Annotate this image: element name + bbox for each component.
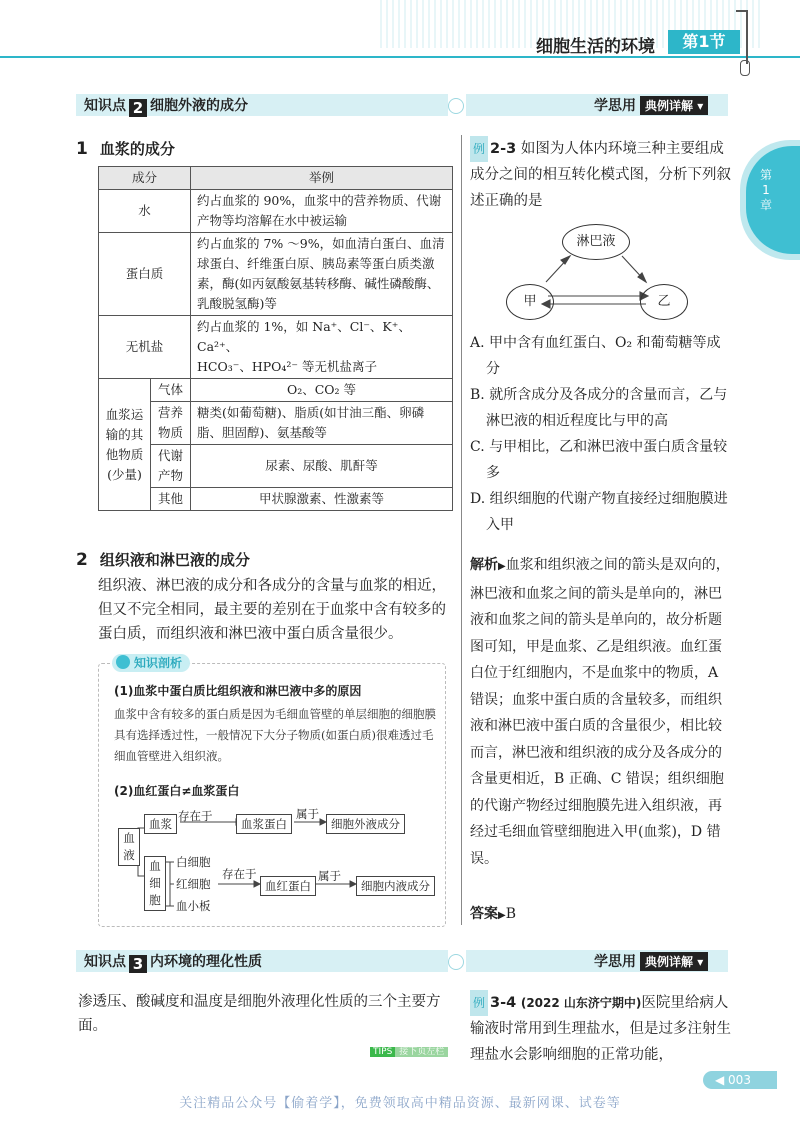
table-cell: 约占血浆的 7% ～9%，如血清白蛋白、血清球蛋白、纤维蛋白原、胰岛素等蛋白质类激素，酶(如丙氨酸氨基转移酶、碱性磷酸酶、乳酸脱氢酶)等	[191, 233, 453, 316]
table-row	[99, 379, 453, 402]
table-cell: 其他	[151, 488, 191, 511]
table-cell: 尿素、尿酸、肌酐等	[191, 445, 453, 488]
kp3-heading	[84, 951, 262, 973]
kp2-right-badge: 典例详解 ▾	[640, 96, 708, 115]
belong-to-label-1: 属于	[296, 807, 319, 821]
analysis-label: 解析	[470, 557, 498, 573]
kp2-right-heading	[594, 95, 708, 115]
plasma-node: 血浆	[144, 814, 177, 834]
blood-node: 血液	[118, 828, 140, 866]
section-badge: 第1节	[668, 30, 740, 54]
answer-label: 答案	[470, 906, 498, 922]
kp3-number: 3	[129, 955, 147, 973]
knowledge-analysis-tag: 知识剖析	[112, 654, 190, 672]
table-cell: 营养物质	[151, 402, 191, 445]
box-text-1: 血浆中含有较多的蛋白质是因为毛细血管壁的单层细胞的细胞膜具有选择透过性，一般情况下大分子物质(如蛋白质)很难透过毛细血管壁进入组织液。	[114, 707, 436, 763]
kp2-number: 2	[129, 99, 147, 117]
example-tag: 例	[470, 136, 488, 162]
table-cell: 血浆运输的其他物质(少量)	[99, 379, 151, 511]
options-list	[470, 330, 732, 538]
section-1-number: 1	[76, 139, 88, 159]
table-cell: 糖类(如葡萄糖)、脂质(如甘油三酯、卵磷脂、胆固醇)、氨基酸等	[191, 402, 453, 445]
example-id: 2-3	[490, 141, 517, 157]
answer-text: B	[505, 906, 516, 922]
yi-node-ellipse: 乙	[640, 284, 688, 320]
ecf-component-node: 细胞外液成分	[326, 814, 405, 834]
example-3-4-stem: 例 3-4 (2022 山东济宁期中)医院里给病人输液时常用到生理盐水，但是过多注射生理盐水会影响细胞的正常功能，	[470, 990, 732, 1068]
table-cell: 约占血浆的 1%，如 Na⁺、Cl⁻、K⁺、Ca²⁺、 HCO₃⁻、HPO₄²⁻ 等无机盐离子	[191, 316, 453, 379]
chapter-title: 细胞生活的环境	[536, 37, 655, 57]
plasma-protein-node: 血浆蛋白	[236, 814, 292, 834]
section-1-title: 血浆的成分	[99, 140, 175, 158]
page-number: ◀ 003	[703, 1071, 777, 1089]
hemoglobin-node: 血红蛋白	[260, 876, 316, 896]
kp3-label: 知识点	[84, 954, 126, 970]
section-2-number: 2	[76, 550, 88, 570]
analysis-block	[470, 552, 732, 872]
rbc-label: 红细胞	[176, 877, 211, 891]
play-arrow-icon: ▶	[498, 561, 506, 572]
kp2-label: 知识点	[84, 98, 126, 114]
table-row	[99, 233, 453, 316]
table-row	[99, 445, 453, 488]
kp3-body: 渗透压、酸碱度和温度是细胞外液理化性质的三个主要方面。	[78, 994, 441, 1034]
kp2-title: 细胞外液的成分	[150, 98, 248, 114]
tips-badge: TIPS 接下页左栏	[370, 1044, 448, 1057]
play-arrow-icon: ▶	[498, 910, 506, 921]
header-rule	[0, 56, 800, 58]
blood-cells-node: 血细胞	[144, 856, 166, 911]
answer-block	[470, 901, 516, 930]
option-c: C. 与甲相比，乙和淋巴液中蛋白质含量较多	[470, 439, 728, 481]
kp3-right-heading	[594, 951, 708, 971]
table-row	[99, 402, 453, 445]
table-cell: O₂、CO₂ 等	[191, 379, 453, 402]
section-2-body: 组织液、淋巴液的成分和各成分的含量与血浆的相近，但又不完全相同，最主要的差别在于血浆中含有较多的蛋白质，而组织液和淋巴液中蛋白质含量很少。	[98, 578, 446, 642]
hook-icon	[736, 10, 748, 64]
table-header: 成分	[99, 167, 191, 190]
kp2-diamond-icon	[448, 98, 464, 114]
example-source: (2022 山东济宁期中)	[520, 996, 642, 1010]
belong-to-label-2: 属于	[318, 869, 341, 883]
analysis-text: 血浆和组织液之间的箭头是双向的，淋巴液和血浆之间的箭头是单向的，淋巴液和血浆之间的箭头是单向的，故分析题图可知，甲是血浆、乙是组织液。血红蛋白位于红细胞内，不是血浆中的物质，A 错误；血浆中蛋白质的含量较多，而组织液和淋巴液中蛋白质的含量很少，相比较而言，淋巴液和组织液的成分及各成分的含量更相近，B 正确、C 错误；组织细胞的代谢产物经过细胞膜先进入组织液，再经过毛细血管壁细胞进入甲(血浆)，D 错误。	[470, 557, 730, 867]
option-d: D. 组织细胞的代谢产物直接经过细胞膜进入甲	[470, 491, 728, 533]
table-cell: 水	[99, 190, 191, 233]
option-b: B. 就所含成分及各成分的含量而言，乙与淋巴液的相近程度比与甲的高	[470, 387, 728, 429]
table-header: 举例	[191, 167, 453, 190]
table-row	[99, 190, 453, 233]
table-cell: 无机盐	[99, 316, 191, 379]
jia-node-ellipse: 甲	[506, 284, 554, 320]
column-divider	[461, 135, 462, 925]
footer-watermark: 关注精品公众号【偷着学】，免费领取高中精品资源、最新网课、试卷等	[179, 1096, 621, 1111]
table-row	[99, 316, 453, 379]
exist-in-label-1: 存在于	[178, 809, 213, 823]
section-2-heading	[76, 549, 250, 570]
plasma-composition-table	[98, 166, 453, 511]
exist-in-label-2: 存在于	[222, 867, 257, 881]
platelet-label: 血小板	[176, 899, 211, 913]
icf-component-node: 细胞内液成分	[356, 876, 435, 896]
kp2-right-label: 学思用	[594, 98, 636, 114]
kp3-title: 内环境的理化性质	[150, 954, 262, 970]
table-header-row	[99, 167, 453, 190]
wbc-label: 白细胞	[176, 855, 211, 869]
table-cell: 气体	[151, 379, 191, 402]
heart-icon	[116, 655, 130, 669]
kp3-diamond-icon	[448, 954, 464, 970]
table-cell: 约占血浆的 90%，血浆中的营养物质、代谢产物等均溶解在水中被运输	[191, 190, 453, 233]
bulb-icon	[740, 60, 750, 76]
table-cell: 甲状腺激素、性激素等	[191, 488, 453, 511]
chapter-side-tab-label: 第1章	[759, 168, 772, 212]
section-1-heading	[76, 138, 175, 159]
example-id: 3-4	[490, 995, 517, 1011]
section-2-title: 组织液和淋巴液的成分	[99, 551, 250, 569]
box-heading-1: (1)血浆中蛋白质比组织液和淋巴液中多的原因	[114, 684, 362, 698]
table-row	[99, 488, 453, 511]
table-cell: 代谢产物	[151, 445, 191, 488]
example-2-3-stem: 例 2-3 如图为人体内环境三种主要组成成分之间的相互转化模式图，分析下列叙述正确的是	[470, 136, 732, 214]
table-cell: 蛋白质	[99, 233, 191, 316]
lymph-node-ellipse: 淋巴液	[562, 224, 630, 260]
kp2-heading	[84, 95, 248, 117]
box-heading-2: (2)血红蛋白≠血浆蛋白	[114, 784, 240, 798]
option-a: A. 甲中含有血红蛋白、O₂ 和葡萄糖等成分	[470, 335, 721, 377]
kp3-right-label: 学思用	[594, 954, 636, 970]
kp3-right-badge: 典例详解 ▾	[640, 952, 708, 971]
example-tag: 例	[470, 990, 488, 1016]
